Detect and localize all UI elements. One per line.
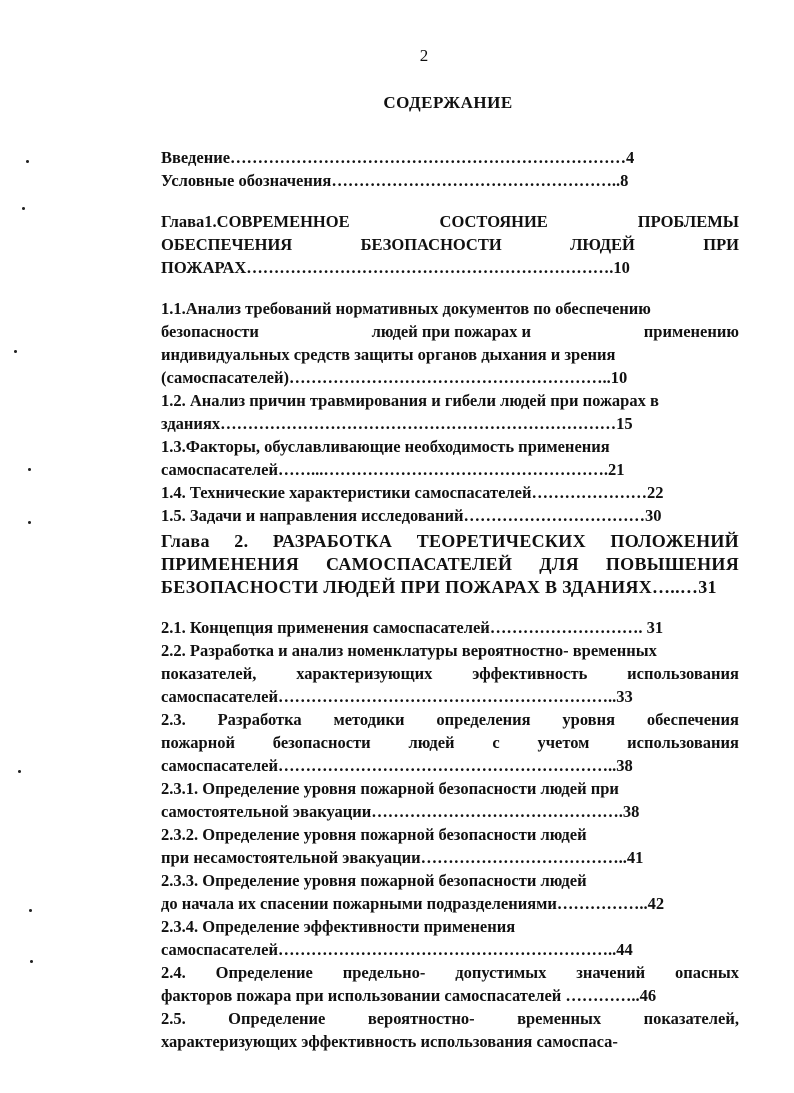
toc-word: пожарной: [161, 733, 236, 752]
toc-word: показателей,: [161, 664, 257, 683]
toc-line: 2.3.1. Определение уровня пожарной безопасности людей при: [161, 779, 619, 798]
toc-word: Определение: [228, 1009, 326, 1028]
toc-word: применению: [643, 322, 739, 341]
toc-word: ДЛЯ: [539, 554, 579, 574]
toc-word: Глава: [161, 531, 210, 551]
scan-speck: [22, 207, 25, 210]
toc-line: характеризующих эффективность использования самоспаса-: [161, 1032, 618, 1051]
toc-line: 1.1.Анализ требований нормативных документов по обеспечению: [161, 299, 651, 318]
toc-word: 2.5.: [161, 1009, 186, 1028]
toc-word: показателей,: [643, 1009, 739, 1028]
toc-line: ПОЖАРАХ………………………………………………………….10: [161, 258, 630, 277]
toc-word: СОСТОЯНИЕ: [439, 212, 548, 231]
scan-speck: [26, 160, 29, 163]
toc-line: зданиях………………………………………………………………15: [161, 414, 633, 433]
toc-word: значений: [576, 963, 646, 982]
toc-word: характеризующих: [296, 664, 433, 683]
toc-word: ОБЕСПЕЧЕНИЯ: [161, 235, 293, 254]
toc-word: ПОЛОЖЕНИЙ: [610, 531, 739, 551]
toc-line: [161, 733, 739, 753]
toc-word: вероятностно-: [367, 1009, 475, 1028]
toc-line: при несамостоятельной эвакуации………………………………..41: [161, 848, 644, 867]
toc-word: САМОСПАСАТЕЛЕЙ: [325, 554, 513, 574]
scan-speck: [14, 350, 17, 353]
toc-line: [161, 710, 739, 730]
toc-word: допустимых: [455, 963, 547, 982]
toc-word: 2.: [234, 531, 249, 551]
toc-word: ПРИМЕНЕНИЯ: [161, 554, 299, 574]
toc-word: определения: [436, 710, 531, 729]
scan-speck: [30, 960, 33, 963]
toc-word: ЛЮДЕЙ: [570, 235, 635, 254]
scan-speck: [18, 770, 21, 773]
toc-word: РАЗРАБОТКА: [272, 531, 393, 551]
toc-line: 2.2. Разработка и анализ номенклатуры вероятностно- временных: [161, 641, 657, 660]
page-title: СОДЕРЖАНИЕ: [383, 93, 513, 112]
toc-line: [161, 664, 739, 684]
toc-line: факторов пожара при использовании самоспасателей …………..46: [161, 986, 657, 1005]
toc-word: предельно-: [342, 963, 426, 982]
toc-word: БЕЗОПАСНОСТИ: [360, 235, 502, 254]
toc-word: уровня: [562, 710, 616, 729]
toc-line: 1.2. Анализ причин травмирования и гибели людей при пожарах в: [161, 391, 659, 410]
toc-line: самоспасателей……………………………………………………..44: [161, 940, 633, 959]
toc-line: самоспасателей……………………………………………………..38: [161, 756, 633, 775]
toc-word: людей при пожарах и: [371, 322, 532, 341]
toc-word: Разработка: [217, 710, 302, 729]
toc-word: 2.3.: [161, 710, 186, 729]
toc-line: [161, 963, 739, 983]
scan-speck: [28, 521, 31, 524]
toc-line: самоспасателей……...…………………………………………….21: [161, 460, 625, 479]
toc-line: индивидуальных средств защиты органов дыхания и зрения: [161, 345, 616, 364]
scan-speck: [28, 468, 31, 471]
toc-line: 2.1. Концепция применения самоспасателей………………………. 31: [161, 618, 664, 637]
toc-word: ПОВЫШЕНИЯ: [605, 554, 739, 574]
toc-line: 1.5. Задачи и направления исследований……………………………30: [161, 506, 662, 525]
toc-word: 2.4.: [161, 963, 186, 982]
toc-line: [161, 322, 739, 342]
toc-line: БЕЗОПАСНОСТИ ЛЮДЕЙ ПРИ ПОЖАРАХ В ЗДАНИЯХ…..…31: [161, 577, 717, 597]
toc-word: эффективность: [472, 664, 588, 683]
toc-word: опасных: [675, 963, 739, 982]
toc-line: 2.3.4. Определение эффективности применения: [161, 917, 516, 936]
toc-word: обеспечения: [646, 710, 739, 729]
toc-word: безопасности: [161, 322, 259, 341]
toc-line: самоспасателей……………………………………………………..33: [161, 687, 633, 706]
page-number: 2: [419, 46, 429, 65]
toc-line: [161, 235, 739, 255]
toc-line: [161, 212, 739, 232]
toc-line: [161, 531, 739, 551]
toc-word: ПРОБЛЕМЫ: [637, 212, 739, 231]
toc-line: Введение………………………………………………………………4: [161, 148, 635, 167]
toc-word: безопасности: [272, 733, 371, 752]
toc-line: [161, 1009, 739, 1029]
toc-line: 2.3.2. Определение уровня пожарной безопасности людей: [161, 825, 587, 844]
toc-word: Определение: [215, 963, 313, 982]
toc-line: 1.4. Технические характеристики самоспасателей…………………22: [161, 483, 664, 502]
toc-line: Условные обозначения……………………………………………..8: [161, 171, 629, 190]
toc-word: методики: [333, 710, 405, 729]
toc-word: ТЕОРЕТИЧЕСКИХ: [416, 531, 586, 551]
toc-word: временных: [517, 1009, 602, 1028]
toc-word: Глава1.СОВРЕМЕННОЕ: [161, 212, 350, 231]
toc-word: учетом: [537, 733, 590, 752]
scan-speck: [29, 909, 32, 912]
toc-word: с: [492, 733, 500, 752]
toc-line: 1.3.Факторы, обуславливающие необходимость применения: [161, 437, 610, 456]
toc-word: использования: [627, 733, 739, 752]
toc-word: ПРИ: [703, 235, 739, 254]
toc-line: самостоятельной эвакуации……………………………………….38: [161, 802, 640, 821]
toc-line: (самоспасателей)…………………………………………………..10: [161, 368, 628, 387]
toc-word: использования: [627, 664, 739, 683]
toc-line: [161, 554, 739, 574]
toc-line: до начала их спасении пожарными подразделениями……………..42: [161, 894, 665, 913]
toc-line: 2.3.3. Определение уровня пожарной безопасности людей: [161, 871, 587, 890]
toc-word: людей: [408, 733, 455, 752]
